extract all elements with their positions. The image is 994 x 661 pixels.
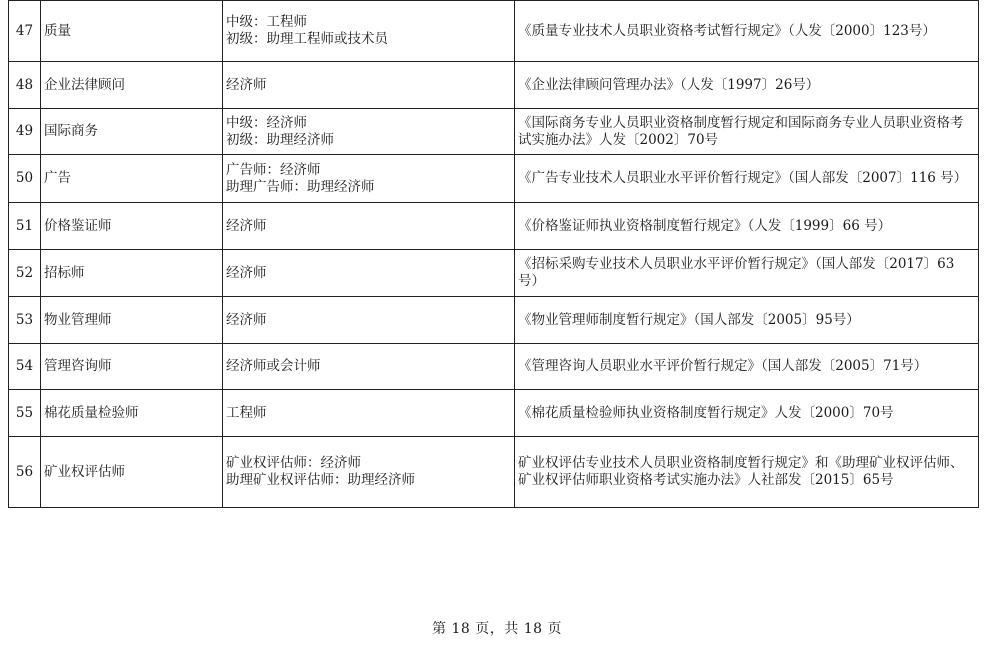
table-row — [9, 1, 979, 62]
equivalent-title: 经济师 — [223, 250, 515, 297]
equivalent-title: 经济师或会计师 — [223, 344, 515, 390]
qualification-title: 广告 — [41, 155, 223, 203]
equivalent-title: 经济师 — [223, 62, 515, 109]
policy-basis: 《管理咨询人员职业水平评价暂行规定》（国人部发〔2005〕71号） — [515, 344, 979, 390]
row-number: 49 — [9, 109, 41, 155]
qualification-title: 棉花质量检验师 — [41, 390, 223, 437]
qualification-title: 物业管理师 — [41, 297, 223, 344]
policy-basis: 《价格鉴证师执业资格制度暂行规定》（人发〔1999〕66 号） — [515, 203, 979, 250]
page-number-footer: 第 18 页，共 18 页 — [432, 621, 562, 637]
qualification-title: 招标师 — [41, 250, 223, 297]
table-row — [9, 250, 979, 297]
row-number: 55 — [9, 390, 41, 437]
table-row — [9, 437, 979, 508]
row-number: 48 — [9, 62, 41, 109]
row-number: 54 — [9, 344, 41, 390]
table-row — [9, 109, 979, 155]
policy-basis: 《广告专业技术人员职业水平评价暂行规定》（国人部发〔2007〕116 号） — [515, 155, 979, 203]
qualification-title: 价格鉴证师 — [41, 203, 223, 250]
table-row — [9, 344, 979, 390]
equivalent-title: 广告师：经济师 助理广告师：助理经济师 — [223, 155, 515, 203]
row-number: 50 — [9, 155, 41, 203]
equivalent-title: 中级：经济师 初级：助理经济师 — [223, 109, 515, 155]
qualification-title: 管理咨询师 — [41, 344, 223, 390]
table-row — [9, 203, 979, 250]
table-row — [9, 155, 979, 203]
row-number: 47 — [9, 1, 41, 62]
qualification-table — [8, 0, 979, 508]
row-number: 53 — [9, 297, 41, 344]
policy-basis: 《质量专业技术人员职业资格考试暂行规定》（人发〔2000〕123号） — [515, 1, 979, 62]
qualification-title: 企业法律顾问 — [41, 62, 223, 109]
table-row — [9, 62, 979, 109]
policy-basis: 《国际商务专业人员职业资格制度暂行规定和国际商务专业人员职业资格考试实施办法》人发〔2002〕70号 — [515, 109, 979, 155]
policy-basis: 《招标采购专业技术人员职业水平评价暂行规定》（国人部发〔2017〕63号） — [515, 250, 979, 297]
policy-basis: 矿业权评估专业技术人员职业资格制度暂行规定》和《助理矿业权评估师、矿业权评估师职业资格考试实施办法》人社部发〔2015〕65号 — [515, 437, 979, 508]
policy-basis: 《物业管理师制度暂行规定》（国人部发〔2005〕95号） — [515, 297, 979, 344]
row-number: 56 — [9, 437, 41, 508]
row-number: 51 — [9, 203, 41, 250]
qualification-title: 矿业权评估师 — [41, 437, 223, 508]
table-row — [9, 390, 979, 437]
equivalent-title: 经济师 — [223, 203, 515, 250]
row-number: 52 — [9, 250, 41, 297]
equivalent-title: 矿业权评估师：经济师 助理矿业权评估师：助理经济师 — [223, 437, 515, 508]
qualification-title: 质量 — [41, 1, 223, 62]
equivalent-title: 中级：工程师 初级：助理工程师或技术员 — [223, 1, 515, 62]
qualification-title: 国际商务 — [41, 109, 223, 155]
equivalent-title: 工程师 — [223, 390, 515, 437]
table-row — [9, 297, 979, 344]
policy-basis: 《棉花质量检验师执业资格制度暂行规定》人发〔2000〕70号 — [515, 390, 979, 437]
policy-basis: 《企业法律顾问管理办法》（人发〔1997〕26号） — [515, 62, 979, 109]
table-body — [9, 1, 979, 508]
equivalent-title: 经济师 — [223, 297, 515, 344]
